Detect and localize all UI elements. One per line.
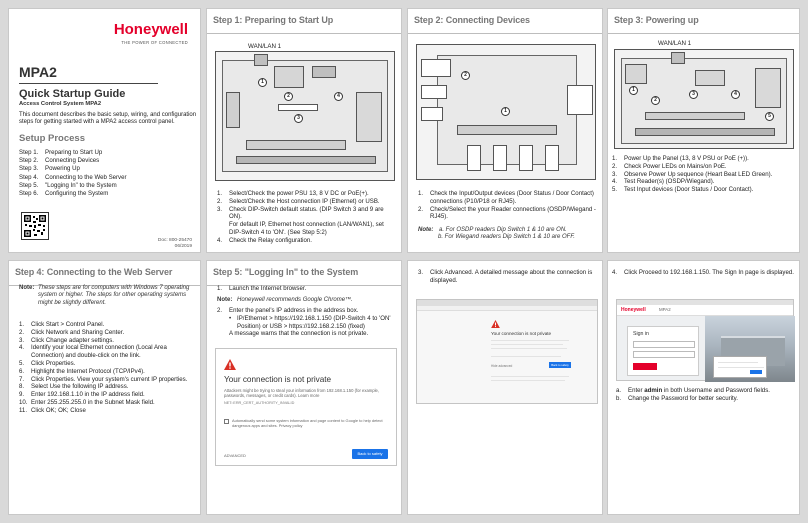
ethernet-port (671, 52, 685, 64)
list-item: A message warns that the connection is not private. (229, 330, 369, 338)
list-item: 6. Highlight the Internet Protocol (TCP/IPv4). (19, 367, 145, 375)
back-to-safety-button[interactable]: Back to safety (549, 362, 571, 368)
setup-heading: Setup Process (19, 133, 85, 144)
list-item: 1. Power Up the Panel (13, 8 V PSU or PoE (+)). (612, 155, 749, 162)
note-label: Note: (418, 227, 434, 233)
list-item: 9. Enter 192.168.1.10 in the IP address field. (19, 391, 145, 399)
step3-panel (607, 8, 800, 253)
step4-panel (8, 260, 201, 515)
qr-code (21, 212, 49, 240)
list-item: • IP/Ethernet > https://192.168.1.150 (DIP-Switch 4 to 'ON' Position) or USB > https://192.168.2.150 (fixed) (229, 314, 391, 330)
back-to-safety-button[interactable]: Back to safety (352, 449, 388, 459)
warning-heading: Your connection is not private (224, 375, 332, 384)
list-item: b. Change the Password for better security. (616, 394, 738, 402)
warning-heading: Your connection is not private (491, 331, 552, 336)
callout-5: 5 (765, 112, 774, 121)
divider (408, 33, 602, 34)
warning-icon (224, 359, 236, 370)
signin-screenshot (616, 299, 794, 381)
board-diagram (215, 51, 395, 181)
list-item: 4. Test Reader(s) (OSDP/Wiegand). (612, 178, 715, 186)
list-item: 7. Click Properties. View your system's current IP properties. (19, 375, 188, 383)
list-item: 1. Launch the Internet browser. (217, 285, 307, 292)
callout-2: 2 (284, 92, 293, 101)
step5-list (217, 285, 397, 293)
list-item: 3. Click Change adapter settings. (19, 336, 114, 344)
list-item: 1. Check the Input/Output devices (Door Status / Door Contact) connections (P10/P18 or RJ45). (418, 190, 594, 205)
list-item: 3. Check DIP-Switch default status. (DIP Switch 3 and 9 are ON). (217, 205, 384, 221)
board-diagram (614, 49, 794, 149)
list-item: a. Enter admin in both Username and Password fields. (616, 387, 770, 394)
note-label: Note: (217, 297, 233, 303)
step3-title: Step 3: Powering up (614, 15, 699, 25)
divider (608, 33, 799, 34)
step1-title: Step 1: Preparing to Start Up (213, 15, 334, 25)
step2-panel (407, 8, 603, 253)
advanced-list (418, 269, 598, 285)
divider (19, 83, 158, 84)
tagline: THE POWER OF CONNECTED (121, 40, 188, 45)
callout-4: 4 (731, 90, 740, 99)
list-item: 3. Click Advanced. A detailed message about the connection is displayed. (418, 269, 593, 284)
list-item: 4. Check the Relay configuration. (217, 236, 312, 244)
honeywell-logo: Honeywell (621, 307, 646, 313)
step4-note (19, 285, 197, 307)
doc-date: 06/2019 (174, 244, 192, 249)
callout-1: 1 (258, 78, 267, 87)
setup-step: Step 1. Preparing to Start Up (19, 149, 103, 156)
step1-list (217, 190, 397, 245)
guide-title: Quick Startup Guide (19, 88, 126, 100)
list-item: For default IP, Ethernet host connection (LAN/WAN1), set DIP-Switch 4 to 'ON'. (See Step 5:2) (229, 221, 384, 236)
list-item: 2. Check/Select the your Reader connections (OSDP/Wiegand - RJ45). (418, 205, 596, 221)
setup-step: Step 3. Powering Up (19, 165, 80, 173)
setup-step: Step 4. Connecting to the Web Server (19, 173, 127, 181)
change-password-dialog (713, 356, 767, 378)
hide-advanced-link[interactable]: Hide advanced (491, 364, 513, 368)
step5-advanced-panel (407, 260, 603, 515)
list-item: 5. Test Input devices (Door Status / Door Contact). (612, 186, 754, 194)
list-item: 2. Check Power LEDs on Mains/on PoE. (612, 162, 727, 170)
divider (207, 33, 401, 34)
dip-switch (278, 104, 318, 111)
note-text: Honeywell recommends Google Chrome™. (237, 297, 353, 303)
product-name: MPA2 (659, 307, 671, 312)
step3-list (612, 155, 796, 194)
signin-list (612, 269, 796, 277)
wiring-diagram (416, 44, 596, 180)
setup-steps (19, 149, 127, 198)
advanced-link[interactable]: ADVANCED (224, 453, 246, 458)
callout-1: 1 (501, 107, 510, 116)
note-b: b. For Wiegand readers Dip Switch 1 & 10 are OFF. (438, 234, 575, 241)
list-item: 2. Select/Check the Host connection IP (Ethernet) or USB. (217, 197, 380, 205)
note-text: These steps are for computers with Windows 7 operating system or higher. The steps for other operating systems might be slightly different. (38, 285, 190, 306)
list-item: 5. Click Properties. (19, 359, 76, 367)
callout-3: 3 (689, 90, 698, 99)
list-item: 11. Click OK; OK; Close (19, 406, 86, 414)
callout-1: 1 (629, 86, 638, 95)
signin-sublist (616, 387, 796, 403)
wan-lan-label: WAN/LAN 1 (658, 40, 692, 47)
error-code: NET::ERR_CERT_AUTHORITY_INVALID (224, 401, 295, 405)
advanced-warning-screenshot (416, 299, 598, 404)
note-a: a. For OSDP readers Dip Switch 1 & 10 are ON. (439, 227, 567, 233)
checkbox-label: Automatically send some system information and page content to Google to help detect dangerous apps and sites. Privacy policy (232, 418, 383, 428)
list-item: 3. Observe Power Up sequence (Heart Beat LED Green). (612, 170, 773, 178)
username-field[interactable] (633, 341, 695, 348)
product-name: MPA2 (19, 64, 57, 80)
step2-list (418, 190, 598, 221)
honeywell-logo: Honeywell (113, 21, 188, 38)
step2-title: Step 2: Connecting Devices (414, 15, 530, 25)
warning-body: Attackers might be trying to steal your information from 192.168.1.150 (for example, passwords, messages, or credit cards). Learn more (224, 388, 380, 399)
callout-4: 4 (334, 92, 343, 101)
callout-2: 2 (461, 71, 470, 80)
guide-subtitle: Access Control System MPA2 (19, 101, 102, 107)
step4-list (19, 321, 197, 415)
doc-number: Doc: 800-25470 (157, 238, 192, 243)
password-field[interactable] (633, 351, 695, 358)
list-item: 1. Select/Check the power PSU 13, 8 V DC or PoE(+). (217, 190, 369, 197)
step5-list-2 (217, 307, 397, 338)
browser-warning-screenshot (215, 348, 397, 466)
list-item: 2. Enter the panel's IP address in the address box. (217, 307, 359, 314)
list-item: 8. Select Use the following IP address. (19, 383, 129, 391)
setup-step: Step 2. Connecting Devices (19, 157, 100, 165)
ethernet-port (254, 54, 268, 66)
callout-2: 2 (651, 96, 660, 105)
callout-3: 3 (294, 114, 303, 123)
list-item: 2. Click Network and Sharing Center. (19, 328, 125, 336)
description: This document describes the basic setup, wiring, and configuration steps for getting started with a MPA2 access control panel. (19, 112, 197, 125)
step5-signin-panel (607, 260, 800, 515)
report-checkbox[interactable] (224, 419, 229, 424)
step4-title: Step 4: Connecting to the Web Server (15, 267, 173, 277)
signin-card (627, 326, 699, 376)
step5-title: Step 5: "Logging In" to the System (213, 267, 359, 277)
list-item: 4. Click Proceed to 192.168.1.150. The Sign In page is displayed. (612, 269, 794, 276)
setup-step: Step 5. "Logging In" to the System (19, 181, 117, 189)
signin-button[interactable] (633, 363, 657, 370)
signin-heading: Sign in (633, 331, 649, 337)
cover-panel (8, 8, 201, 253)
step2-note (418, 227, 598, 242)
list-item: 4. Identify your local Ethernet connection (Local Area Connection) and double-click on the link. (19, 344, 167, 360)
warning-icon (491, 320, 500, 328)
step1-panel (206, 8, 402, 253)
step5-note (217, 297, 397, 304)
setup-step: Step 6. Configuring the System (19, 190, 109, 198)
step5-panel (206, 260, 402, 515)
list-item: 10. Enter 255.255.255.0 in the Subnet Mask field. (19, 398, 155, 406)
wan-lan-label: WAN/LAN 1 (248, 43, 282, 50)
note-label: Note: (19, 285, 35, 291)
list-item: 1. Click Start > Control Panel. (19, 321, 105, 328)
